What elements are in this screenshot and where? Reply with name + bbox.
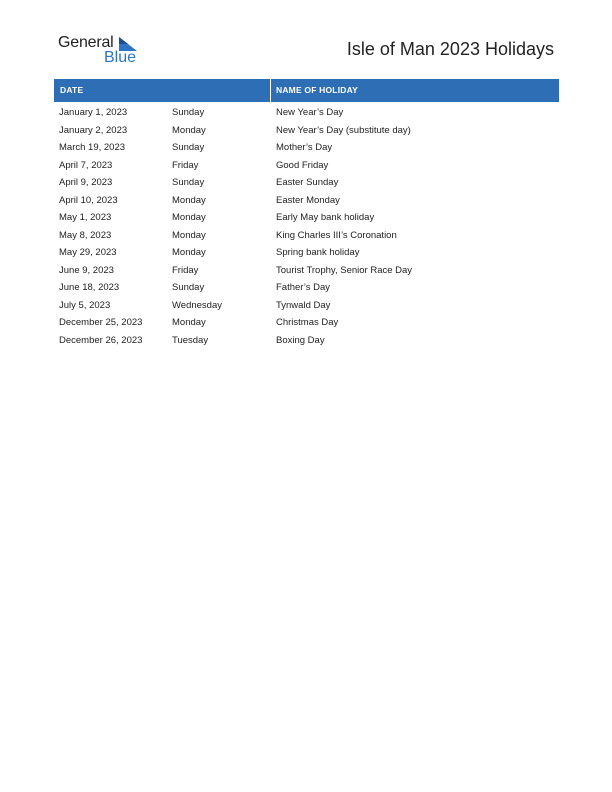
- generalblue-logo: [58, 34, 148, 68]
- holiday-weekday: Monday: [172, 212, 206, 223]
- holiday-name: Boxing Day: [276, 334, 325, 346]
- holiday-date: April 7, 2023: [59, 159, 113, 171]
- header-divider: [270, 79, 271, 102]
- table-row: [54, 139, 559, 157]
- holiday-date: May 1, 2023: [59, 212, 112, 223]
- holiday-name: King Charles III’s Coronation: [276, 229, 397, 241]
- holiday-weekday: Monday: [172, 247, 206, 258]
- holiday-name: Mother’s Day: [276, 142, 333, 153]
- holiday-date: June 18, 2023: [59, 282, 120, 293]
- holiday-name: Good Friday: [276, 159, 329, 171]
- table-row: [54, 122, 559, 140]
- holiday-date: May 8, 2023: [59, 229, 112, 241]
- holiday-weekday: Sunday: [172, 282, 205, 293]
- table-row: [54, 227, 559, 245]
- table-row: [54, 279, 559, 297]
- holiday-weekday: Sunday: [172, 142, 205, 153]
- holiday-weekday: Sunday: [172, 177, 205, 188]
- holiday-date: April 10, 2023: [59, 194, 118, 206]
- holiday-name: New Year’s Day (substitute day): [276, 124, 411, 136]
- holiday-date: May 29, 2023: [59, 247, 117, 258]
- page-title: Isle of Man 2023 Holidays: [346, 39, 554, 59]
- holiday-name: Easter Monday: [276, 194, 340, 206]
- table-row: [54, 174, 559, 192]
- table-row: [54, 104, 559, 122]
- header-date: DATE: [60, 85, 84, 95]
- holiday-name: New Year’s Day: [276, 107, 344, 118]
- holiday-weekday: Wednesday: [172, 299, 222, 311]
- holiday-name: Father’s Day: [276, 282, 331, 293]
- table-row: [54, 297, 559, 315]
- table-row: [54, 192, 559, 210]
- holiday-name: Tynwald Day: [276, 299, 331, 311]
- table-header: [54, 79, 559, 102]
- holiday-weekday: Monday: [172, 124, 206, 136]
- holiday-weekday: Friday: [172, 264, 199, 276]
- logo-text-general: General: [58, 34, 114, 51]
- header-holiday-name: NAME OF HOLIDAY: [276, 85, 359, 95]
- holiday-name: Christmas Day: [276, 317, 339, 328]
- holiday-date: January 1, 2023: [59, 107, 128, 118]
- table-row: [54, 157, 559, 175]
- holiday-name: Spring bank holiday: [276, 247, 360, 258]
- holiday-name: Easter Sunday: [276, 177, 339, 188]
- holiday-date: March 19, 2023: [59, 142, 126, 153]
- holiday-weekday: Monday: [172, 317, 206, 328]
- holiday-date: April 9, 2023: [59, 177, 113, 188]
- holiday-table: [54, 79, 559, 349]
- holiday-date: December 25, 2023: [59, 317, 143, 328]
- holiday-date: December 26, 2023: [59, 334, 143, 346]
- holiday-weekday: Friday: [172, 159, 199, 171]
- holiday-weekday: Monday: [172, 194, 206, 206]
- table-row: [54, 209, 559, 227]
- table-body: [54, 104, 559, 349]
- holiday-name: Early May bank holiday: [276, 212, 375, 223]
- table-row: [54, 244, 559, 262]
- holiday-date: January 2, 2023: [59, 124, 128, 136]
- holiday-weekday: Sunday: [172, 107, 205, 118]
- holiday-name: Tourist Trophy, Senior Race Day: [276, 264, 413, 276]
- holiday-date: June 9, 2023: [59, 264, 114, 276]
- table-row: [54, 332, 559, 350]
- holiday-weekday: Monday: [172, 229, 206, 241]
- table-row: [54, 262, 559, 280]
- holiday-date: July 5, 2023: [59, 299, 111, 311]
- logo-text-blue: Blue: [104, 49, 137, 66]
- holiday-weekday: Tuesday: [172, 334, 209, 346]
- table-row: [54, 314, 559, 332]
